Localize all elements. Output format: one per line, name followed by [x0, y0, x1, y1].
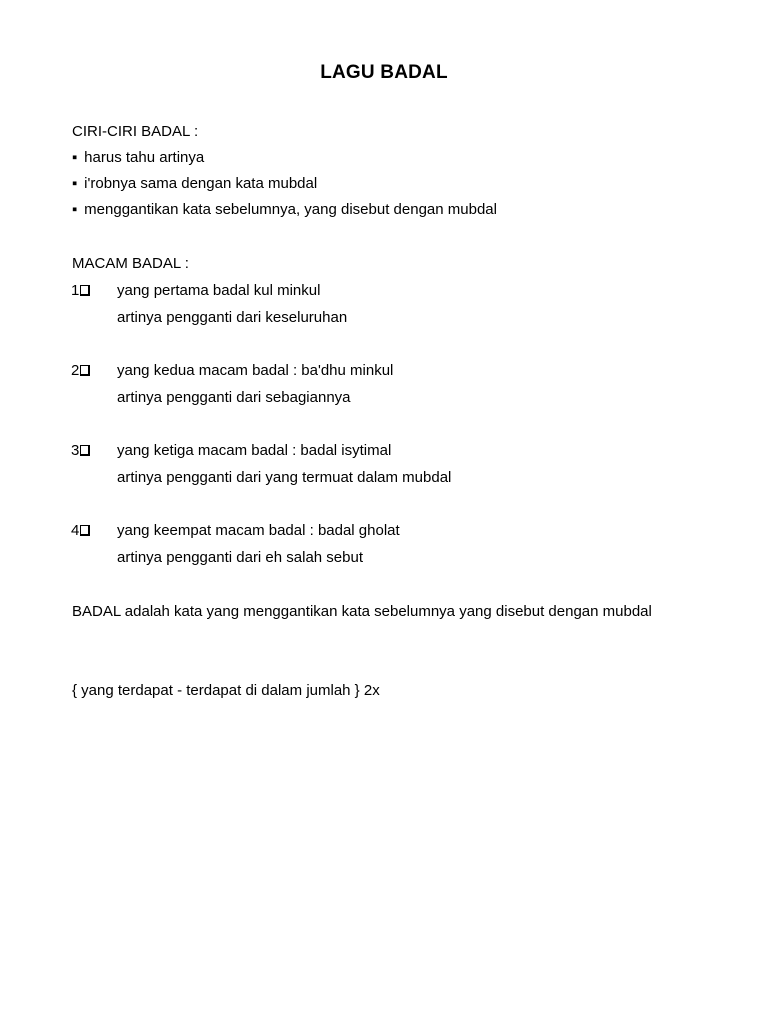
item-number: 4 [71, 522, 80, 539]
ciri-item-text: harus tahu artinya [84, 149, 205, 166]
macam-item-1-name: yang pertama badal kul minkul [117, 282, 321, 299]
checkbox-glyph-icon [80, 285, 90, 296]
ciri-item-2 [72, 174, 317, 194]
macam-item-4-marker [71, 521, 90, 541]
macam-item-3-name: yang ketiga macam badal : badal isytimal [117, 442, 392, 459]
ciri-item-3 [72, 200, 497, 220]
macam-item-1-marker [71, 281, 90, 301]
macam-heading: MACAM BADAL : [72, 255, 189, 272]
macam-item-4-name: yang keempat macam badal : badal gholat [117, 522, 400, 539]
bullet-icon: ▪ [72, 175, 78, 192]
bullet-icon: ▪ [72, 149, 78, 166]
ciri-heading: CIRI-CIRI BADAL : [72, 123, 199, 140]
macam-item-3-marker [71, 441, 90, 461]
refrain-line: { yang terdapat - terdapat di dalam jumlah } 2x [72, 682, 380, 699]
item-number: 2 [71, 362, 80, 379]
macam-item-2-marker [71, 361, 90, 381]
macam-item-2-name: yang kedua macam badal : ba'dhu minkul [117, 362, 394, 379]
ciri-item-1 [72, 148, 204, 168]
checkbox-glyph-icon [80, 445, 90, 456]
badal-definition: BADAL adalah kata yang menggantikan kata sebelumnya yang disebut dengan mubdal [72, 603, 652, 620]
macam-item-4-meaning: artinya pengganti dari eh salah sebut [117, 549, 364, 566]
document-title: LAGU BADAL [320, 62, 448, 83]
macam-item-3-meaning: artinya pengganti dari yang termuat dalam mubdal [117, 469, 452, 486]
item-number: 1 [71, 282, 80, 299]
ciri-item-text: i'robnya sama dengan kata mubdal [84, 175, 318, 192]
macam-item-2-meaning: artinya pengganti dari sebagiannya [117, 389, 351, 406]
checkbox-glyph-icon [80, 365, 90, 376]
bullet-icon: ▪ [72, 201, 78, 218]
ciri-item-text: menggantikan kata sebelumnya, yang disebut dengan mubdal [84, 201, 497, 218]
macam-item-1-meaning: artinya pengganti dari keseluruhan [117, 309, 348, 326]
checkbox-glyph-icon [80, 525, 90, 536]
item-number: 3 [71, 442, 80, 459]
